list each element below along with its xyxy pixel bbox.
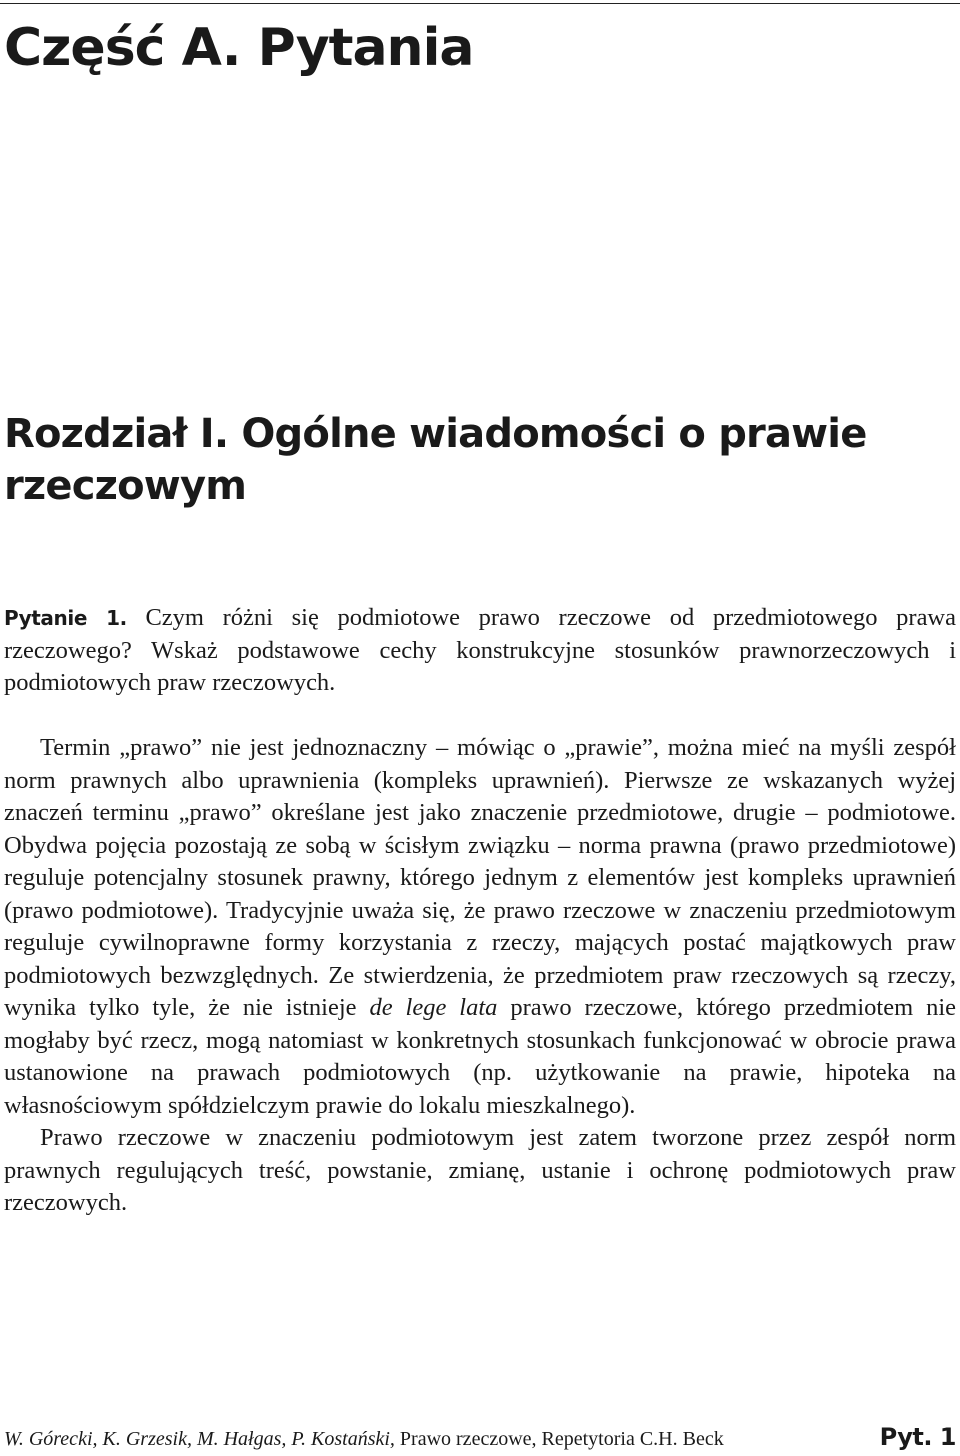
footer-reference <box>4 1424 724 1454</box>
footer-book-title: Prawo rzeczowe, Repetytoria C.H. Beck <box>399 1428 724 1450</box>
answer-paragraph-1-part-1: Termin „prawo” nie jest jednoznaczny – mówiąc o „prawie”, można mieć na myśli zespół norm prawnych albo uprawnienia (kompleks uprawnień). Pierwsze ze wskazanych wyżej znaczeń terminu „prawo” określane jest jako znaczenie przedmiotowe, drugie – podmiotowe. Obydwa pojęcia pozostają ze sobą w ścisłym związku – norma prawna (prawo przedmiotowe) reguluje potencjalny stosunek prawny, którego jednym z elementów jest kompleks uprawnień (prawo podmiotowe). Tradycyjnie uważa się, że prawo rzeczowe w znaczeniu przedmiotowym reguluje cywilnoprawne formy korzystania z rzeczy, mających postać majątkowych praw podmiotowych bezwzględnych. Ze stwierdzenia, że przedmiotem praw rzeczowych są rzeczy, wynika tylko tyle, że nie istnieje <box>4 734 956 1021</box>
footer-authors: W. Górecki, K. Grzesik, M. Hałgas, P. Kostański, <box>4 1428 395 1450</box>
top-rule <box>0 3 960 4</box>
answer-text <box>4 732 956 1220</box>
question-block <box>4 602 956 700</box>
part-title: Część A. Pytania <box>4 18 474 78</box>
latin-phrase: de lege lata <box>369 994 498 1021</box>
answer-paragraph-2: Prawo rzeczowe w znaczeniu podmiotowym jest zatem tworzone przez zespół norm prawnych regulujących treść, powstanie, zmianę, ustanie i ochronę podmiotowych praw rzeczowych. <box>4 1124 956 1216</box>
page-marker: Pyt. 1 <box>879 1423 956 1451</box>
chapter-title: Rozdział I. Ogólne wiadomości o prawie rzeczowym <box>4 411 867 509</box>
question-text: Czym różni się podmiotowe prawo rzeczowe od przedmiotowego prawa rzeczowego? Wskaż podstawowe cechy konstrukcyjne stosunków prawnorzeczowych i podmiotowych praw rzeczowych. <box>4 604 957 696</box>
answer-paragraph-1-part-2: prawo rzeczowe, którego przedmiotem nie mogłaby być rzecz, mogą natomiast w konkretnych stosunkach funkcjonować w obrocie prawa ustanowione na prawach podmiotowych (np. użytkowanie na prawie, hipoteka na własnościowym spółdzielczym prawie do lokalu mieszkalnego). <box>4 994 957 1119</box>
answer-paragraph-1 <box>4 732 956 1122</box>
question-label: Pytanie 1. <box>4 606 127 630</box>
page-footer <box>4 1422 956 1456</box>
